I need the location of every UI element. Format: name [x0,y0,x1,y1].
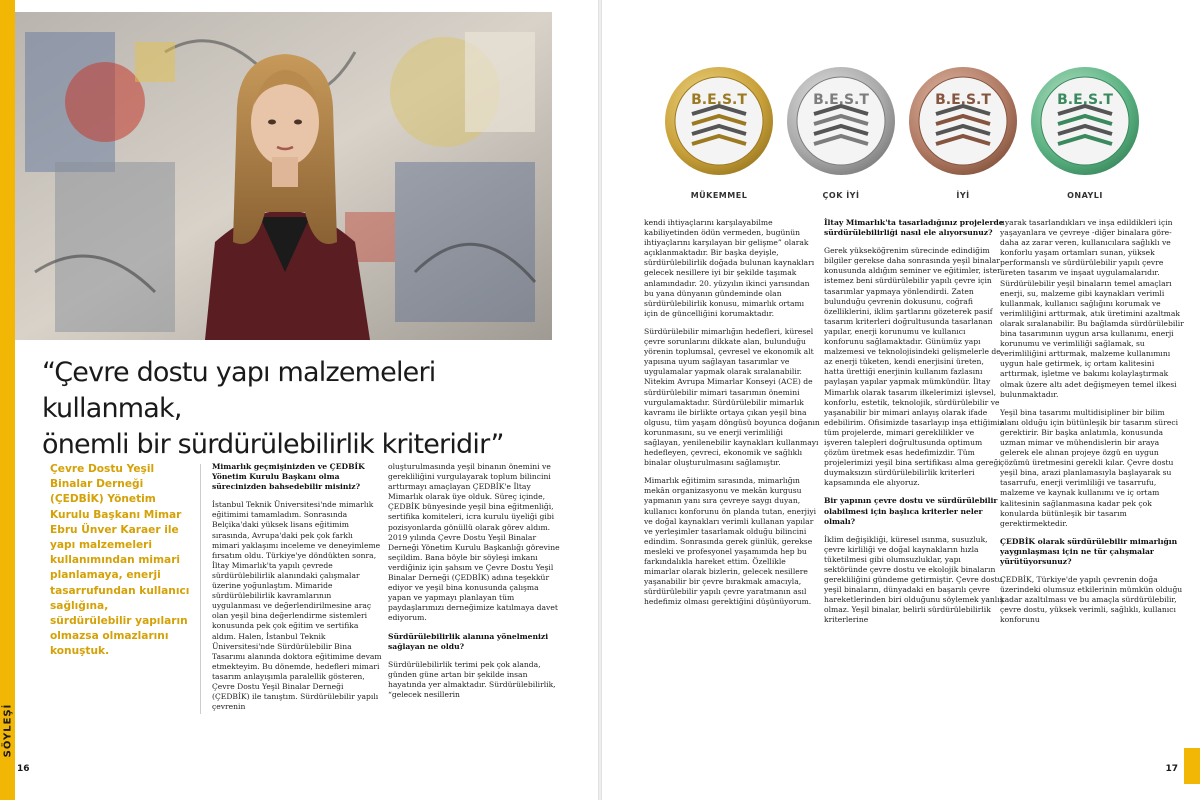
right-column-3 [1000,218,1184,758]
interview-question: Mimarlık geçmişinizden ve ÇEDBİK Yönetim Kurulu Başkanı olma sürecinizden bahsedebilir misiniz? [212,462,365,492]
portrait-image [15,12,552,340]
interview-answer: Gerek yükseköğrenim sürecinde edindiğim bilgiler gerekse daha sonrasında yeşil binalar konusunda aldığım seminer ve eğitimler, ister istemez beni sürdürülebilir yapılı çevre için tasarımlar yapmaya yönlendirdi. Zaten bulunduğu çevrenin dokusunu, coğrafi özelliklerini, iklim şartlarını gözeterek pasif tasarım kriterleri doğrultusunda tasarlanan yapılar, enerji korunumu ve kullanıcı konforunu sağlamaktadır. Günümüz yapı malzemesi ve teknolojisindeki gelişmelerle de az enerji tüketen, kendi enerjisini üreten, hatta ürettiği enerjinin kullanım fazlasını paylaşan yapılar yapmak mümkündür. İltay Mimarlık olarak tasarım ilkelerimizi işlevsel, konforlu, estetik, teknolojik, sürdürülebilir ve yaşanabilir bir mimari anlayış olarak ifade edebilirim. Ofisimizde tasarlayıp inşa ettiğimiz tüm projelerde, mimari gereklilikler ve işveren talepleri doğrultusunda optimum çözüm üretmek esas hedefimizdir. Tüm projelerimizi yeşil bina sertifikası alma gereği duymaksızın sürdürülebilirlik kriterleri kapsamında ele alıyoruz. [824,246,1004,488]
badge-iyi [908,66,1018,176]
interview-answer: ÇEDBİK, Türkiye'de yapılı çevrenin doğa üzerindeki olumsuz etkilerinin mümkün olduğu kadar azaltılması ve bu amaçla sürdürülebilir, çevre dostu, yüksek verimli, sağlıklı, kullanıcı konforunu [1000,575,1183,625]
right-page [602,0,1200,800]
page-number-tab [1184,748,1200,784]
interview-answer: kendi ihtiyaçlarını karşılayabilme kabiliyetinden ödün vermeden, bugünün ihtiyaçlarını karşılayan bir gelişme” olarak açıklanmaktadır. Bir başka deyişle, sürdürülebilirlik doğada bulunan kaynakları gelecek nesillere iyi bir şekilde taşımak anlamındadır. 20. yüzyılın ikinci yarısından bu yana dünyanın gündeminde olan sürdürülebilirlik konusu, mimarlık ortamı için de güncelliğini korumaktadır. [644,218,815,318]
interview-answer: Yeşil bina tasarımı multidisipliner bir bilim alanı olduğu için bütünleşik bir tasarım süreci gerektirir. Bir başka anlatımla, konusunda uzman mimar ve mühendislerin bir araya gelerek ele alınan projeye özgü en uygun çözümü üretmesini gerekli kılar. Çevre dostu yeşil bina, arazi planlamasıyla başlayarak su tasarrufu, enerji verimliliği ve tasarrufu, malzeme ve kaynak kullanımı ve iç ortam kalitesinin sağlanmasına kadar pek çok konularda bütünleşik bir tasarım gerektirmektedir. [1000,407,1179,528]
interview-photo [15,12,552,340]
badge-label-cok-iyi: ÇOK İYİ [822,191,860,200]
lead-paragraph: Çevre Dostu Yeşil Binalar Derneği (ÇEDBİK) Yönetim Kurulu Başkanı Mimar Ebru Ünver Karaer ile yapı malzemeleri kullanımından mimari planlamaya, enerji tasarrufundan kullanıcı sağlığına, sürdürülebilir yapıların olmazsa olmazlarını konuştuk. [50,463,190,658]
interview-answer: İklim değişikliği, küresel ısınma, susuzluk, çevre kirliliği ve doğal kaynakların hızla tüketilmesi gibi olumsuzluklar, yapı sektöründe çevre dostu ve ekolojik binaların gerekliliğini gündeme getirmiştir. Çevre dostu yeşil binaların, dünyadaki en başarılı çevre hareketlerinden biri olduğunu söylemek yanlış olmaz. Yeşil binalar, belirli sürdürülebilirlik kriterlerine [824,534,1004,625]
interview-question: Sürdürülebilirlik alanına yönelmenizi sağlayan ne oldu? [388,631,549,651]
left-column-2 [388,462,560,792]
interview-answer: İstanbul Teknik Üniversitesi'nde mimarlık eğitimimi tamamladım. Sonrasında Belçika'daki yüksek lisans eğitimim sırasında, Avrupa'daki pek çok farklı mimari yaklaşımı inceleme ve deneyimleme fırsatım oldu. Türkiye'ye döndükten sonra, İltay Mimarlık'ta yapılı çevrede sürdürülebilirlik alanındaki çalışmalar üzerine yoğunlaştım. Mimaride sürdürülebilirlik kavramlarının uygulanması ve değerlendirilmesine araç olan yeşil bina değerlendirme sistemleri konusunda pek çok eğitim ve sertifika aldım. Halen, İstanbul Teknik Üniversitesi'nde Sürdürülebilir Bina Tasarımı alanında doktora eğitimime devam etmekteyim. Bu dönemde, hedefleri mimari tasarım anlayışımla paralellik gösteren, Çevre Dostu Yeşil Binalar Derneği (ÇEDBİK) ile tanıştım. Sürdürülebilir yapılı çevrenin [212,500,382,712]
interview-answer: Mimarlık eğitimim sırasında, mimarlığın mekân organizasyonu ve mekân kurgusu yapmanın yanı sıra çevreye saygı duyan, kullanıcı konforunu ön planda tutan, enerjiyi ve doğal kaynakları verimli kullanan yapılar ve yerleşimler tasarlamak olduğu bilincini edindim. Sonrasında gerek günlük, gerekse mesleki ve profesyonel yaşamımda hep bu farkındalıkla hareket ettim. Özellikle mimarlar olarak bizlerin, gelecek nesillere yaşanabilir bir çevre bırakmak amacıyla, sürdürülebilir yapılı çevre yaratmanın asıl hedefimiz olması gerektiğini düşünüyorum. [644,476,817,607]
headline-quote [42,355,582,463]
interview-answer: oluşturulmasında yeşil binanın önemini ve gerekliliğini vurgulayarak toplum bilincini arttırmayı amaçlayan ÇEDBİK'e İltay Mimarlık olarak üye olduk. Süreç içinde, ÇEDBİK bünyesinde yeşil bina eğitmenliği, sertifika komiteleri, icra kurulu üyeliği gibi pozisyonlarda gönüllü olarak görev aldım. 2019 yılında Çevre Dostu Yeşil Binalar Derneği Yönetim Kurulu Başkanlığı görevine seçildim. Bana böyle bir söyleşi imkanı verdiğiniz için şahsım ve Çevre Dostu Yeşil Binalar Derneği (ÇEDBİK) adına teşekkür ediyor ve yeşil bina konusunda çalışma yapan ve yapmayı planlayan tüm paydaşlarımızı derneğimize katılmaya davet ediyorum. [388,462,560,623]
interview-question: Bir yapının çevre dostu ve sürdürülebilir olabilmesi için başlıca kriterler neler olmalı? [824,496,998,526]
section-label [1,700,14,760]
right-column-2 [824,218,1004,758]
badge-title: B.E.S.T [935,92,991,108]
badge-onayli [1030,66,1140,176]
badge-cok-iyi [786,66,896,176]
interview-answer: uyarak tasarlandıkları ve inşa edildikleri için yaşayanlara ve çevreye -diğer binalara göre- daha az zarar veren, kullanıcılara sağlıklı ve konforlu yaşam ortamları sunan, yüksek performanslı ve sürdürülebilir yapılı çevre üreten tasarım ve inşaat uygulamalarıdır. Sürdürülebilir yeşil binaların temel amaçları enerji, su, malzeme gibi kaynakları verimli kullanmak, kullanıcı sağlığını korumak ve verimliliğini arttırmak, atık üretimini azaltmak olarak sıralanabilir. Bu bağlamda sürdürülebilir bina tasarımının uygun arsa kullanımı, enerji korunumu ve verimliliği sağlamak, su verimliliğini arttırmak, malzeme kullanımını uygun hale getirmek, iç ortam kalitesini arttırmak, işletme ve bakımı kolaylaştırmak olmak üzere altı adet değişmeyen temel ilkesi bulunmaktadır. [1000,218,1184,399]
headline-line-1: “Çevre dostu yapı malzemeleri kullanmak, [42,357,436,424]
right-column-1 [644,218,820,758]
interview-answer: Sürdürülebilirlik terimi pek çok alanda, günden güne artan bir şekilde insan hayatında yer almaktadır. Sürdürülebilirlik, “gelecek nesillerin [388,659,556,699]
badge-title: B.E.S.T [1057,92,1113,108]
badge-label-iyi: İYİ [956,191,970,200]
page-number-right: 17 [1165,764,1178,774]
interview-question: İltay Mimarlık'ta tasarladığınız projelerde sürdürülebilirliği nasıl ele alıyorsunuz? [824,218,1004,238]
left-page [0,0,598,800]
interview-answer: Sürdürülebilir mimarlığın hedefleri, küresel çevre sorunlarını dikkate alan, bulunduğu yörenin toplumsal, çevresel ve ekonomik alt yapısına uyum sağlayan tasarımlar ve uygulamalar yapmak olarak sıralanabilir. Nitekim Avrupa Mimarlar Konseyi (ACE) de sürdürülebilir mimari tasarımın önemini vurgulamaktadır. Sürdürülebilir mimarlık kavramı ile birlikte ortaya çıkan yeşil bina olgusu, tüm yaşam döngüsü boyunca doğanın korunmasını, su ve enerji verimliliği sağlayan, yenilenebilir kaynakları kullanmayı hedefleyen, çevreci, ekonomik ve sağlıklı binalar oluşturulmasını sağlamıştır. [644,326,820,468]
column-divider [200,464,201,714]
badge-label-onayli: ONAYLI [1067,191,1103,200]
badge-title: B.E.S.T [813,92,869,108]
page-number-left: 16 [17,764,30,774]
certification-badges [602,0,1200,215]
section-label-text: SÖYLEŞİ [2,703,13,757]
badge-label-mukemmel: MÜKEMMEL [690,191,748,200]
section-side-bar [0,0,15,800]
badge-mukemmel [664,66,774,176]
interview-question: ÇEDBİK olarak sürdürülebilir mimarlığın yaygınlaşması için ne tür çalışmalar yürütüyorsunuz? [1000,536,1178,566]
left-column-1 [212,462,382,792]
badge-title: B.E.S.T [691,92,747,108]
headline-line-2: önemli bir sürdürülebilirlik kriteridir” [42,429,504,460]
